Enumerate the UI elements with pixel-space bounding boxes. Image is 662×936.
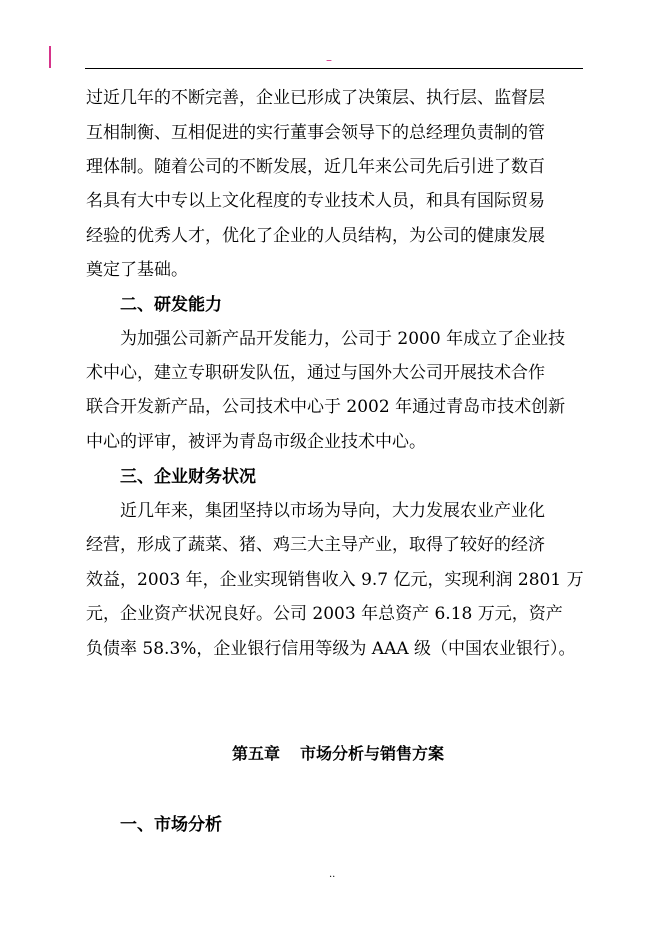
section2-line-3: 联合开发新产品，公司技术中心于 2002 年通过青岛市技术创新 bbox=[86, 397, 566, 417]
section2-heading: 二、研发能力 bbox=[120, 295, 222, 315]
section2-line-2: 术中心，建立专职研发队伍，通过与国外大公司开展技术合作 bbox=[86, 363, 545, 383]
paragraph1-line-3: 理体制。随着公司的不断发展，近几年来公司先后引进了数百 bbox=[86, 157, 545, 177]
header-rule bbox=[85, 68, 583, 69]
chapter5-section1-heading: 一、市场分析 bbox=[120, 815, 222, 835]
header-mark: – bbox=[326, 53, 332, 67]
section3-line-5: 负债率 58.3%，企业银行信用等级为 AAA 级（中国农业银行）。 bbox=[86, 639, 576, 659]
section3-heading: 三、企业财务状况 bbox=[120, 467, 256, 487]
paragraph1-line-2: 互相制衡、互相促进的实行董事会领导下的总经理负责制的管 bbox=[86, 123, 545, 143]
chapter-number: 第五章 bbox=[232, 744, 281, 763]
paragraph1-line-1: 过近几年的不断完善，企业已形成了决策层、执行层、监督层 bbox=[86, 88, 545, 108]
section2-line-1: 为加强公司新产品开发能力，公司于 2000 年成立了企业技 bbox=[120, 329, 566, 349]
chapter-name: 市场分析与销售方案 bbox=[300, 744, 445, 763]
paragraph1-line-4: 名具有大中专以上文化程度的专业技术人员，和具有国际贸易 bbox=[86, 191, 545, 211]
footer-mark: .. bbox=[329, 869, 336, 880]
section3-line-3: 效益，2003 年，企业实现销售收入 9.7 亿元，实现利润 2801 万 bbox=[86, 570, 584, 590]
paragraph1-line-6: 奠定了基础。 bbox=[86, 260, 188, 280]
chapter-title bbox=[232, 744, 444, 764]
paragraph1-line-5: 经验的优秀人才，优化了企业的人员结构，为公司的健康发展 bbox=[86, 226, 545, 246]
section3-line-1: 近几年来，集团坚持以市场为导向，大力发展农业产业化 bbox=[120, 501, 545, 521]
section2-line-4: 中心的评审，被评为青岛市级企业技术中心。 bbox=[86, 432, 426, 452]
section3-line-2: 经营，形成了蔬菜、猪、鸡三大主导产业，取得了较好的经济 bbox=[86, 535, 545, 555]
margin-marker bbox=[49, 46, 51, 68]
section3-line-4: 元，企业资产状况良好。公司 2003 年总资产 6.18 万元，资产 bbox=[86, 604, 563, 624]
